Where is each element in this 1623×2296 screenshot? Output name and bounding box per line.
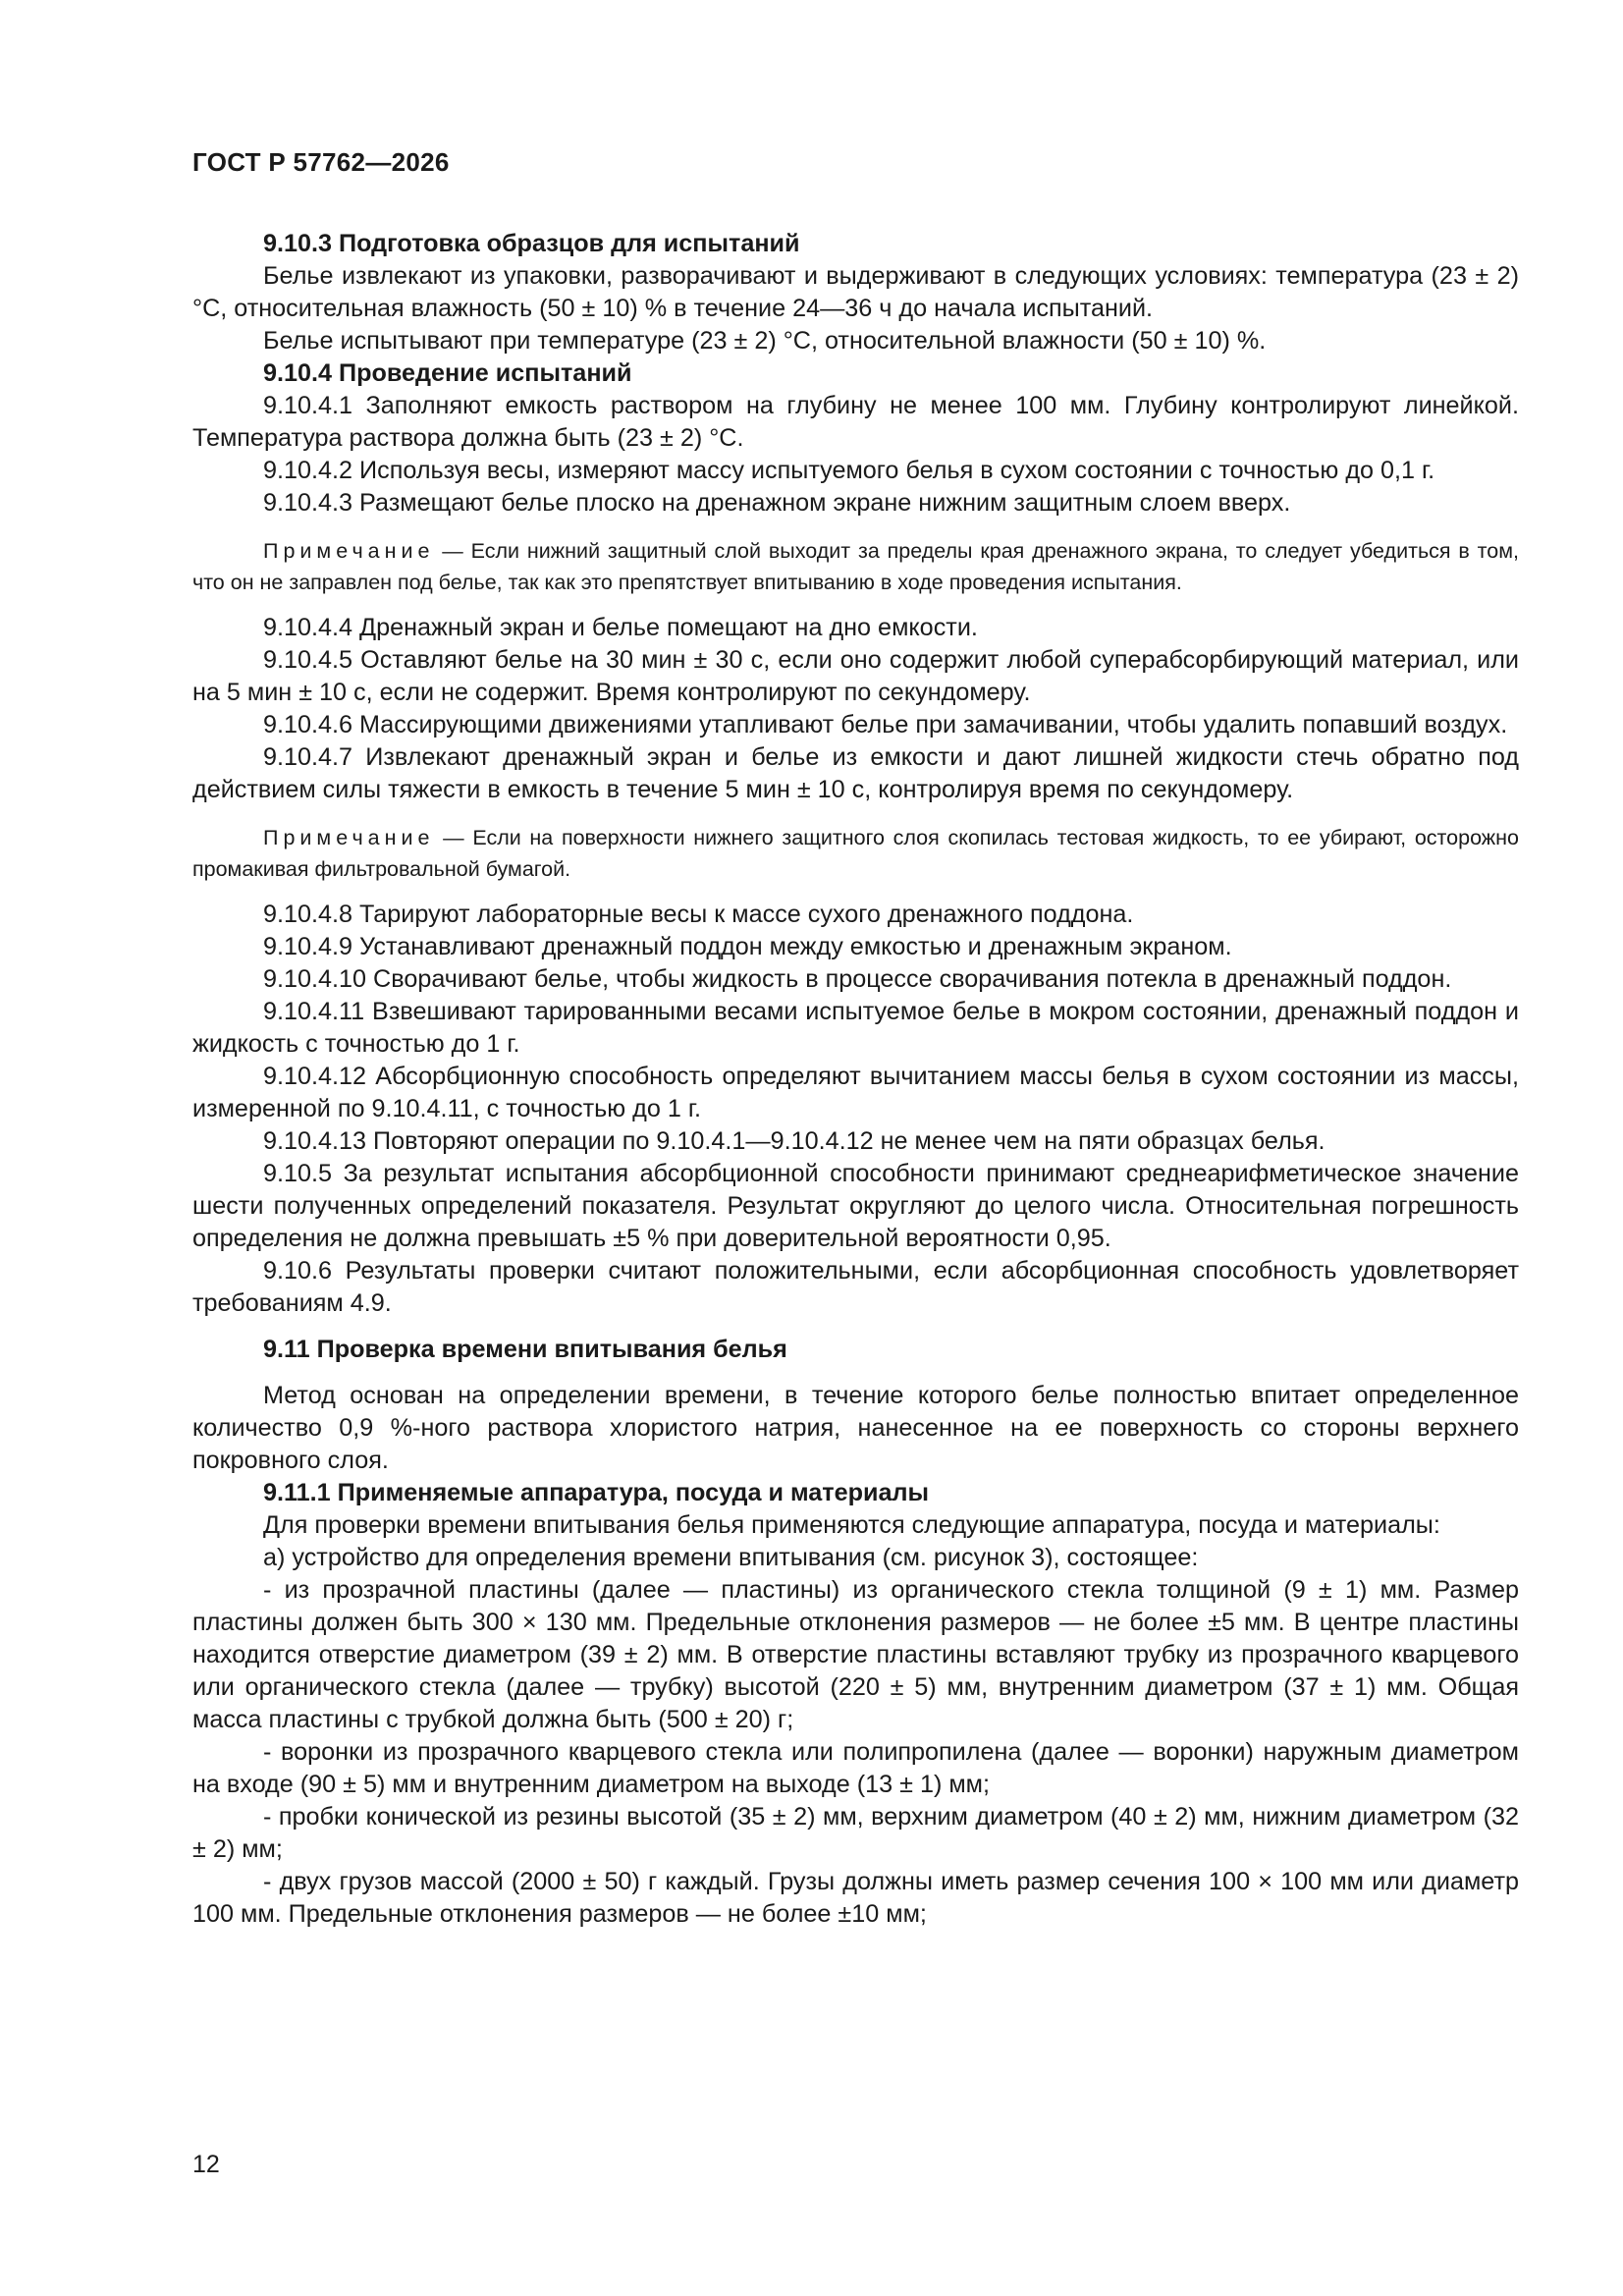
paragraph-9-10-4-5: 9.10.4.5 Оставляют белье на 30 мин ± 30 с, если оно содержит любой суперабсорбирующий материал, или на 5 мин ± 10 с, если не содержит. Время контролируют по секундомеру. xyxy=(192,646,1519,706)
note-1 xyxy=(192,535,1519,598)
section-heading-9-10-4: 9.10.4 Проведение испытаний xyxy=(263,359,632,387)
paragraph-9-11-intro: Метод основан на определении времени, в течение которого белье полностью впитает определенное количество 0,9 %-ного раствора хлористого натрия, нанесенное на ее поверхность со стороны верхнего покровного слоя. xyxy=(192,1382,1519,1474)
paragraph-9-10-4-10: 9.10.4.10 Сворачивают белье, чтобы жидкость в процессе сворачивания потекла в дренажный поддон. xyxy=(263,965,1452,993)
note-text: — Если нижний защитный слой выходит за пределы края дренажного экрана, то следует убедиться в том, что он не заправлен под белье, так как это препятствует впитыванию в ходе проведения испытания. xyxy=(192,539,1519,594)
note-label: Примечание xyxy=(263,826,435,849)
list-item-dash: - воронки из прозрачного кварцевого стекла или полипропилена (далее — воронки) наружным диаметром на входе (90 ± 5) мм и внутренним диаметром на выходе (13 ± 1) мм; xyxy=(192,1738,1519,1798)
list-item-dash: - двух грузов массой (2000 ± 50) г каждый. Грузы должны иметь размер сечения 100 × 100 мм или диаметр 100 мм. Предельные отклонения размеров — не более ±10 мм; xyxy=(192,1868,1519,1928)
note-label: Примечание xyxy=(263,539,435,563)
page-number: 12 xyxy=(192,2151,220,2178)
list-item-a: а) устройство для определения времени впитывания (см. рисунок 3), состоящее: xyxy=(263,1544,1199,1571)
paragraph: Белье извлекают из упаковки, разворачивают и выдерживают в следующих условиях: температура (23 ± 2) °С, относительная влажность (50 ± 10) % в течение 24—36 ч до начала испытаний. xyxy=(192,262,1519,322)
list-item-dash: - пробки конической из резины высотой (35 ± 2) мм, верхним диаметром (40 ± 2) мм, нижним диаметром (32 ± 2) мм; xyxy=(192,1803,1519,1863)
paragraph-9-10-4-6: 9.10.4.6 Массирующими движениями утапливают белье при замачивании, чтобы удалить попавший воздух. xyxy=(263,711,1508,738)
paragraph-9-10-4-2: 9.10.4.2 Используя весы, измеряют массу испытуемого белья в сухом состоянии с точностью до 0,1 г. xyxy=(263,457,1435,484)
paragraph-9-10-4-9: 9.10.4.9 Устанавливают дренажный поддон между емкостью и дренажным экраном. xyxy=(263,933,1232,960)
paragraph-9-10-4-13: 9.10.4.13 Повторяют операции по 9.10.4.1—9.10.4.12 не менее чем на пяти образцах белья. xyxy=(263,1127,1325,1155)
paragraph-9-10-4-11: 9.10.4.11 Взвешивают тарированными весами испытуемое белье в мокром состоянии, дренажный поддон и жидкость с точностью до 1 г. xyxy=(192,998,1519,1058)
section-heading-9-10-3: 9.10.3 Подготовка образцов для испытаний xyxy=(263,230,800,257)
note-2 xyxy=(192,822,1519,885)
section-heading-9-11: 9.11 Проверка времени впитывания белья xyxy=(263,1336,787,1363)
paragraph: Белье испытывают при температуре (23 ± 2) °С, относительной влажности (50 ± 10) %. xyxy=(263,327,1267,355)
document-body xyxy=(192,228,1519,1931)
paragraph-9-10-4-1: 9.10.4.1 Заполняют емкость раствором на глубину не менее 100 мм. Глубину контролируют линейкой. Температура раствора должна быть (23 ± 2) °С. xyxy=(192,392,1519,452)
list-item-dash: - из прозрачной пластины (далее — пластины) из органического стекла толщиной (9 ± 1) мм. Размер пластины должен быть 300 × 130 мм. Предельные отклонения размеров — не более ±5 мм. В центре пластины находится отверстие диаметром (39 ± 2) мм. В отверстие пластины вставляют трубку из прозрачного кварцевого или органического стекла (далее — трубку) высотой (220 ± 5) мм, внутренним диаметром (37 ± 1) мм. Общая масса пластины с трубкой должна быть (500 ± 20) г; xyxy=(192,1576,1519,1733)
paragraph-9-10-4-7: 9.10.4.7 Извлекают дренажный экран и белье из емкости и дают лишней жидкости стечь обратно под действием силы тяжести в емкость в течение 5 мин ± 10 с, контролируя время по секундомеру. xyxy=(192,743,1519,803)
paragraph-9-10-4-12: 9.10.4.12 Абсорбционную способность определяют вычитанием массы белья в сухом состоянии из массы, измеренной по 9.10.4.11, с точностью до 1 г. xyxy=(192,1063,1519,1122)
paragraph-9-10-6: 9.10.6 Результаты проверки считают положительными, если абсорбционная способность удовлетворяет требованиям 4.9. xyxy=(192,1257,1519,1317)
paragraph-9-10-4-4: 9.10.4.4 Дренажный экран и белье помещают на дно емкости. xyxy=(263,614,978,641)
paragraph-9-11-1: Для проверки времени впитывания белья применяются следующие аппаратура, посуда и материалы: xyxy=(263,1511,1440,1539)
note-text: — Если на поверхности нижнего защитного слоя скопилась тестовая жидкость, то ее убирают, осторожно промакивая фильтровальной бумагой. xyxy=(192,826,1519,881)
paragraph-9-10-5: 9.10.5 За результат испытания абсорбционной способности принимают среднеарифметическое значение шести полученных определений показателя. Результат округляют до целого числа. Относительная погрешность определения не должна превышать ±5 % при доверительной вероятности 0,95. xyxy=(192,1160,1519,1252)
document-header: ГОСТ Р 57762—2026 xyxy=(192,147,450,177)
paragraph-9-10-4-3: 9.10.4.3 Размещают белье плоско на дренажном экране нижним защитным слоем вверх. xyxy=(263,489,1291,517)
paragraph-9-10-4-8: 9.10.4.8 Тарируют лабораторные весы к массе сухого дренажного поддона. xyxy=(263,901,1134,928)
section-heading-9-11-1: 9.11.1 Применяемые аппаратура, посуда и материалы xyxy=(263,1479,930,1506)
